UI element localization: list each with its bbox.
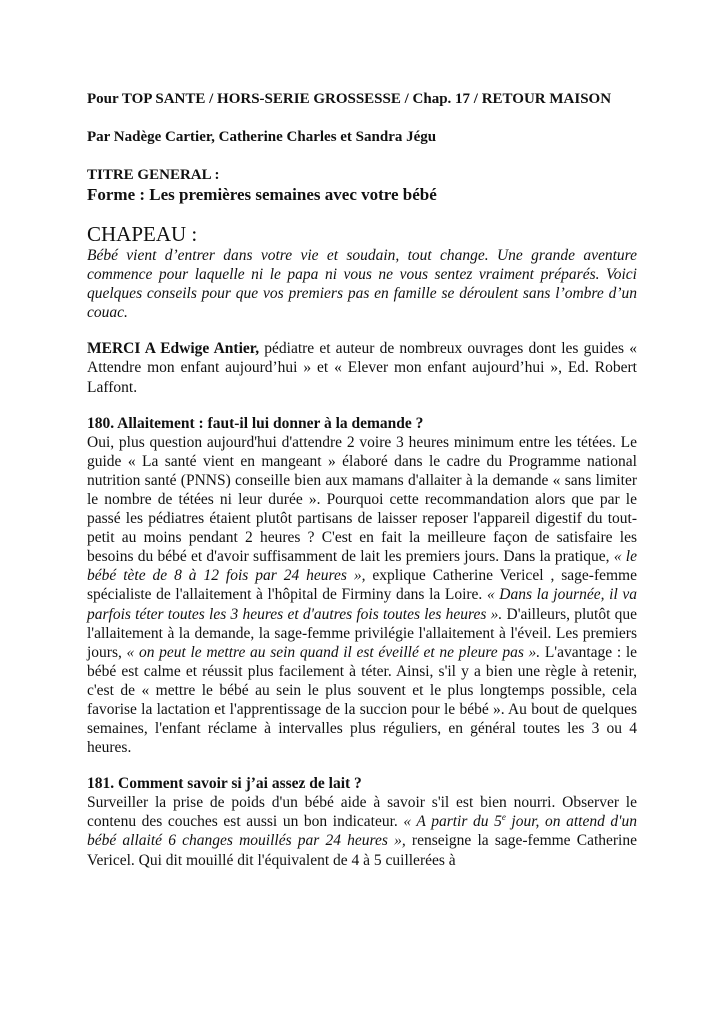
q181-quote-end: jour, on attend d'un bébé allaité 6 changes mouillés par 24 heures », <box>87 813 638 850</box>
q181-quote-sup: e <box>501 812 506 823</box>
q181-body <box>87 793 637 869</box>
q180-title: 180. Allaitement : faut-il lui donner à la demande ? <box>87 414 424 432</box>
q180-quote-3: « on peut le mettre au sein quand il est éveillé et ne pleure pas ». <box>126 643 541 661</box>
q181-p2: renseigne la sage-femme Catherine Vericel. Qui dit mouillé dit l'équivalent de 4 à 5 cuillerées à <box>87 832 637 869</box>
q180-p4: L'avantage : le bébé est calme et réussit plus facilement à téter. Ainsi, s'il y a bien une règle à retenir, c'est de « mettre le bébé au sein le plus souvent et le plus longtemps possible, cela favorise la lactation et l'apprentissage de la succion pour le bébé ». Au bout de quelques semaines, l'enfant réclame à intervalles plus réguliers, en général toutes les 3 ou 4 heures. <box>87 643 637 757</box>
titre-label: TITRE GENERAL : <box>87 167 220 183</box>
q181-p1: Surveiller la prise de poids d'un bébé aide à savoir s'il est bien nourri. Observer le contenu des couches est aussi un bon indicateur. <box>87 794 637 831</box>
merci-lead: MERCI A Edwige Antier, <box>87 340 260 358</box>
chapeau-label: CHAPEAU : <box>87 222 198 246</box>
q180-p3: D'ailleurs, plutôt que l'allaitement à la demande, la sage-femme privilégie l'allaitement à l'éveil. Les premiers jours, <box>87 605 637 661</box>
q180-quote-1: « le bébé tète de 8 à 12 fois par 24 heures », <box>87 548 637 585</box>
merci-text: pédiatre et auteur de nombreux ouvrages dont les guides « Attendre mon enfant aujourd’hui » et « Elever mon enfant aujourd’hui », Ed. Robert Laffont. <box>87 340 637 396</box>
merci-paragraph <box>87 339 637 396</box>
q181-quote-start: « A partir du 5 <box>403 813 502 831</box>
q180-body <box>87 433 637 758</box>
header-line: Pour TOP SANTE / HORS-SERIE GROSSESSE / Chap. 17 / RETOUR MAISON <box>87 91 612 107</box>
q180-p1: Oui, plus question aujourd'hui d'attendre 2 voire 3 heures minimum entre les tétées. Le guide « La santé vient en mangeant » élaboré dans le cadre du Programme national nutrition santé (PNNS) conseille bien aux mamans d'allaiter à la demande « sans limiter le nombre de tétées ni leur durée ». Pourquoi cette recommandation alors que par le passé les pédiatres étaient plutôt partisans de laisser reposer l'appareil digestif du tout-petit au moins pendant 2 heures ? C'est en fait la meilleure façon de satisfaire les besoins du bébé et d'avoir suffisamment de lait les premiers jours. Dans la pratique, <box>87 433 637 566</box>
authors-line: Par Nadège Cartier, Catherine Charles et Sandra Jégu <box>87 129 437 145</box>
q181-title: 181. Comment savoir si j’ai assez de lait ? <box>87 775 362 793</box>
titre-text: Forme : Les premières semaines avec votre bébé <box>87 185 437 204</box>
chapeau-text: Bébé vient d’entrer dans votre vie et soudain, tout change. Une grande aventure commence pour laquelle ni le papa ni vous ne vous sentez vraiment préparés. Voici quelques conseils pour que vos premiers pas en famille se déroulent sans l’ombre d’un couac. <box>87 247 637 322</box>
q180-p2: explique Catherine Vericel , sage-femme spécialiste de l'allaitement à l'hôpital de Firminy dans la Loire. <box>87 567 637 604</box>
document-page <box>87 90 637 870</box>
q180-quote-2: « Dans la journée, il va parfois téter toutes les 3 heures et d'autres fois toutes les heures ». <box>87 586 638 623</box>
